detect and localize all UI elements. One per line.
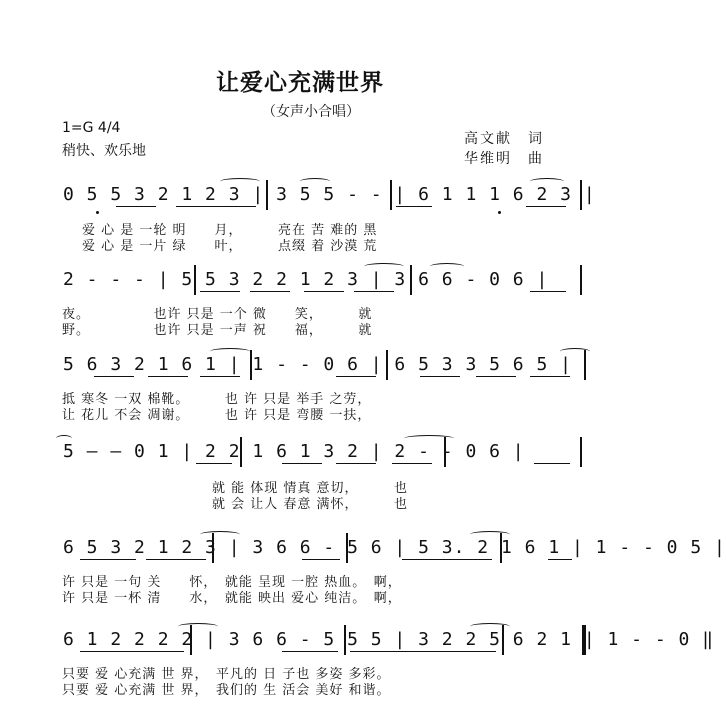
- beam: [534, 463, 570, 464]
- song-subtitle: （女声小合唱）: [262, 104, 360, 120]
- beam: [250, 291, 290, 292]
- barline: [580, 180, 582, 210]
- slur: [470, 531, 510, 538]
- lyrics-verse-1: 只要 爱 心充满 世 界， 平凡的 日 子也 多姿 多彩。: [62, 667, 391, 682]
- beam: [200, 376, 240, 377]
- beam: [548, 559, 572, 560]
- lyricist-credit: 高文献 词: [464, 131, 544, 147]
- beam: [476, 376, 516, 377]
- slur: [404, 435, 454, 442]
- lyrics-verse-2: 许 只是 一杯 清 水， 就能 映出 爱心 纯洁。 啊，: [62, 591, 402, 606]
- beam: [196, 463, 232, 464]
- lyrics-verse-1: 夜。 也许 只是 一个 微 笑， 就: [62, 307, 373, 322]
- slur: [210, 348, 250, 355]
- tempo-marking: 稍快、欢乐地: [62, 143, 146, 159]
- lyrics-verse-2: 让 花儿 不会 凋谢。 也 许 只是 弯腰 一扶，: [62, 408, 372, 423]
- barline: [580, 437, 582, 467]
- slur: [560, 348, 590, 355]
- slur: [56, 435, 72, 442]
- slur: [300, 178, 330, 185]
- beam: [526, 206, 566, 207]
- notation-line-1: 0 5 5 3 2 1 2 3 | 3 5 5 - - | 6 1 1 1 6 2 3 |: [63, 184, 596, 205]
- beam: [350, 651, 496, 652]
- notation-line-4: 5 — — 0 1 | 2 2 1 6 1 3 2 | 2 - - 0 6 |: [63, 441, 525, 462]
- beam: [146, 559, 206, 560]
- beam: [304, 291, 344, 292]
- beam: [200, 291, 240, 292]
- lyrics-verse-2: 就 会 让人 春意 满怀， 也: [212, 497, 409, 512]
- slur: [430, 263, 464, 270]
- barline: [410, 265, 412, 295]
- barline: [194, 265, 196, 295]
- notation-line-2: 2 - - - | 5 5 3 2 2 1 2 3 | 3 6 6 - 0 6 |: [63, 269, 549, 290]
- beam: [354, 291, 394, 292]
- beam: [80, 559, 136, 560]
- lyrics-verse-1: 许 只是 一句 关 怀， 就能 呈现 一腔 热血。 啊，: [62, 575, 402, 590]
- barline: [240, 437, 242, 467]
- notation-line-3: 5 6 3 2 1 6 1 | 1 - - 0 6 | 6 5 3 3 5 6 5 |: [63, 354, 572, 375]
- slur: [178, 623, 218, 630]
- beam: [282, 463, 322, 464]
- barline: [386, 350, 388, 380]
- composer-credit: 华维明 曲: [464, 151, 544, 167]
- beam: [530, 291, 566, 292]
- lyrics-verse-2: 只要 爱 心充满 世 界， 我们的 生 活会 美好 和谐。: [62, 683, 391, 698]
- beam: [392, 463, 432, 464]
- beam: [402, 559, 492, 560]
- song-title: 让爱心充满世界: [216, 70, 384, 96]
- lyrics-verse-2: 野。 也许 只是 一声 祝 福， 就: [62, 323, 373, 338]
- lyrics-verse-1: 就 能 体现 情真 意切， 也: [212, 481, 409, 496]
- beam: [530, 376, 570, 377]
- key-time-signature: 1=G 4/4: [62, 120, 121, 136]
- beam: [336, 376, 376, 377]
- barline: [580, 265, 582, 295]
- beam: [116, 206, 156, 207]
- barline: [266, 180, 268, 210]
- slur: [220, 178, 260, 185]
- barline: [250, 350, 252, 380]
- lyrics-verse-1: 爱 心 是 一轮 明 月， 亮在 苦 难的 黑: [82, 223, 378, 238]
- beam: [94, 376, 134, 377]
- beam: [148, 376, 188, 377]
- octave-dot: [498, 211, 501, 214]
- barline: [390, 180, 392, 210]
- slur: [470, 623, 510, 630]
- beam: [176, 206, 256, 207]
- barline: [344, 625, 346, 655]
- octave-dot: [96, 211, 99, 214]
- notation-line-6: 6 1 2 2 2 2 | 3 6 6 - 5 5 5 | 3 2 2 5 6 2 1 | 1 - - 0 ‖: [63, 629, 715, 650]
- beam: [282, 651, 338, 652]
- lyrics-verse-1: 抵 寒冬 一双 棉靴。 也 许 只是 举手 之劳，: [62, 392, 372, 407]
- beam: [396, 206, 432, 207]
- barline: [346, 533, 348, 563]
- beam: [336, 463, 376, 464]
- beam: [302, 559, 340, 560]
- beam: [80, 651, 184, 652]
- final-barline: [582, 625, 586, 655]
- lyrics-verse-2: 爱 心 是 一片 绿 叶， 点缀 着 沙漠 荒: [82, 239, 378, 254]
- slur: [530, 178, 564, 185]
- slur: [364, 263, 404, 270]
- notation-line-5: 6 5 3 2 1 2 3 | 3 6 6 - 5 6 | 5 3. 2 1 6 1 | 1 - - 0 5 |: [63, 537, 726, 558]
- beam: [420, 376, 460, 377]
- slur: [200, 531, 240, 538]
